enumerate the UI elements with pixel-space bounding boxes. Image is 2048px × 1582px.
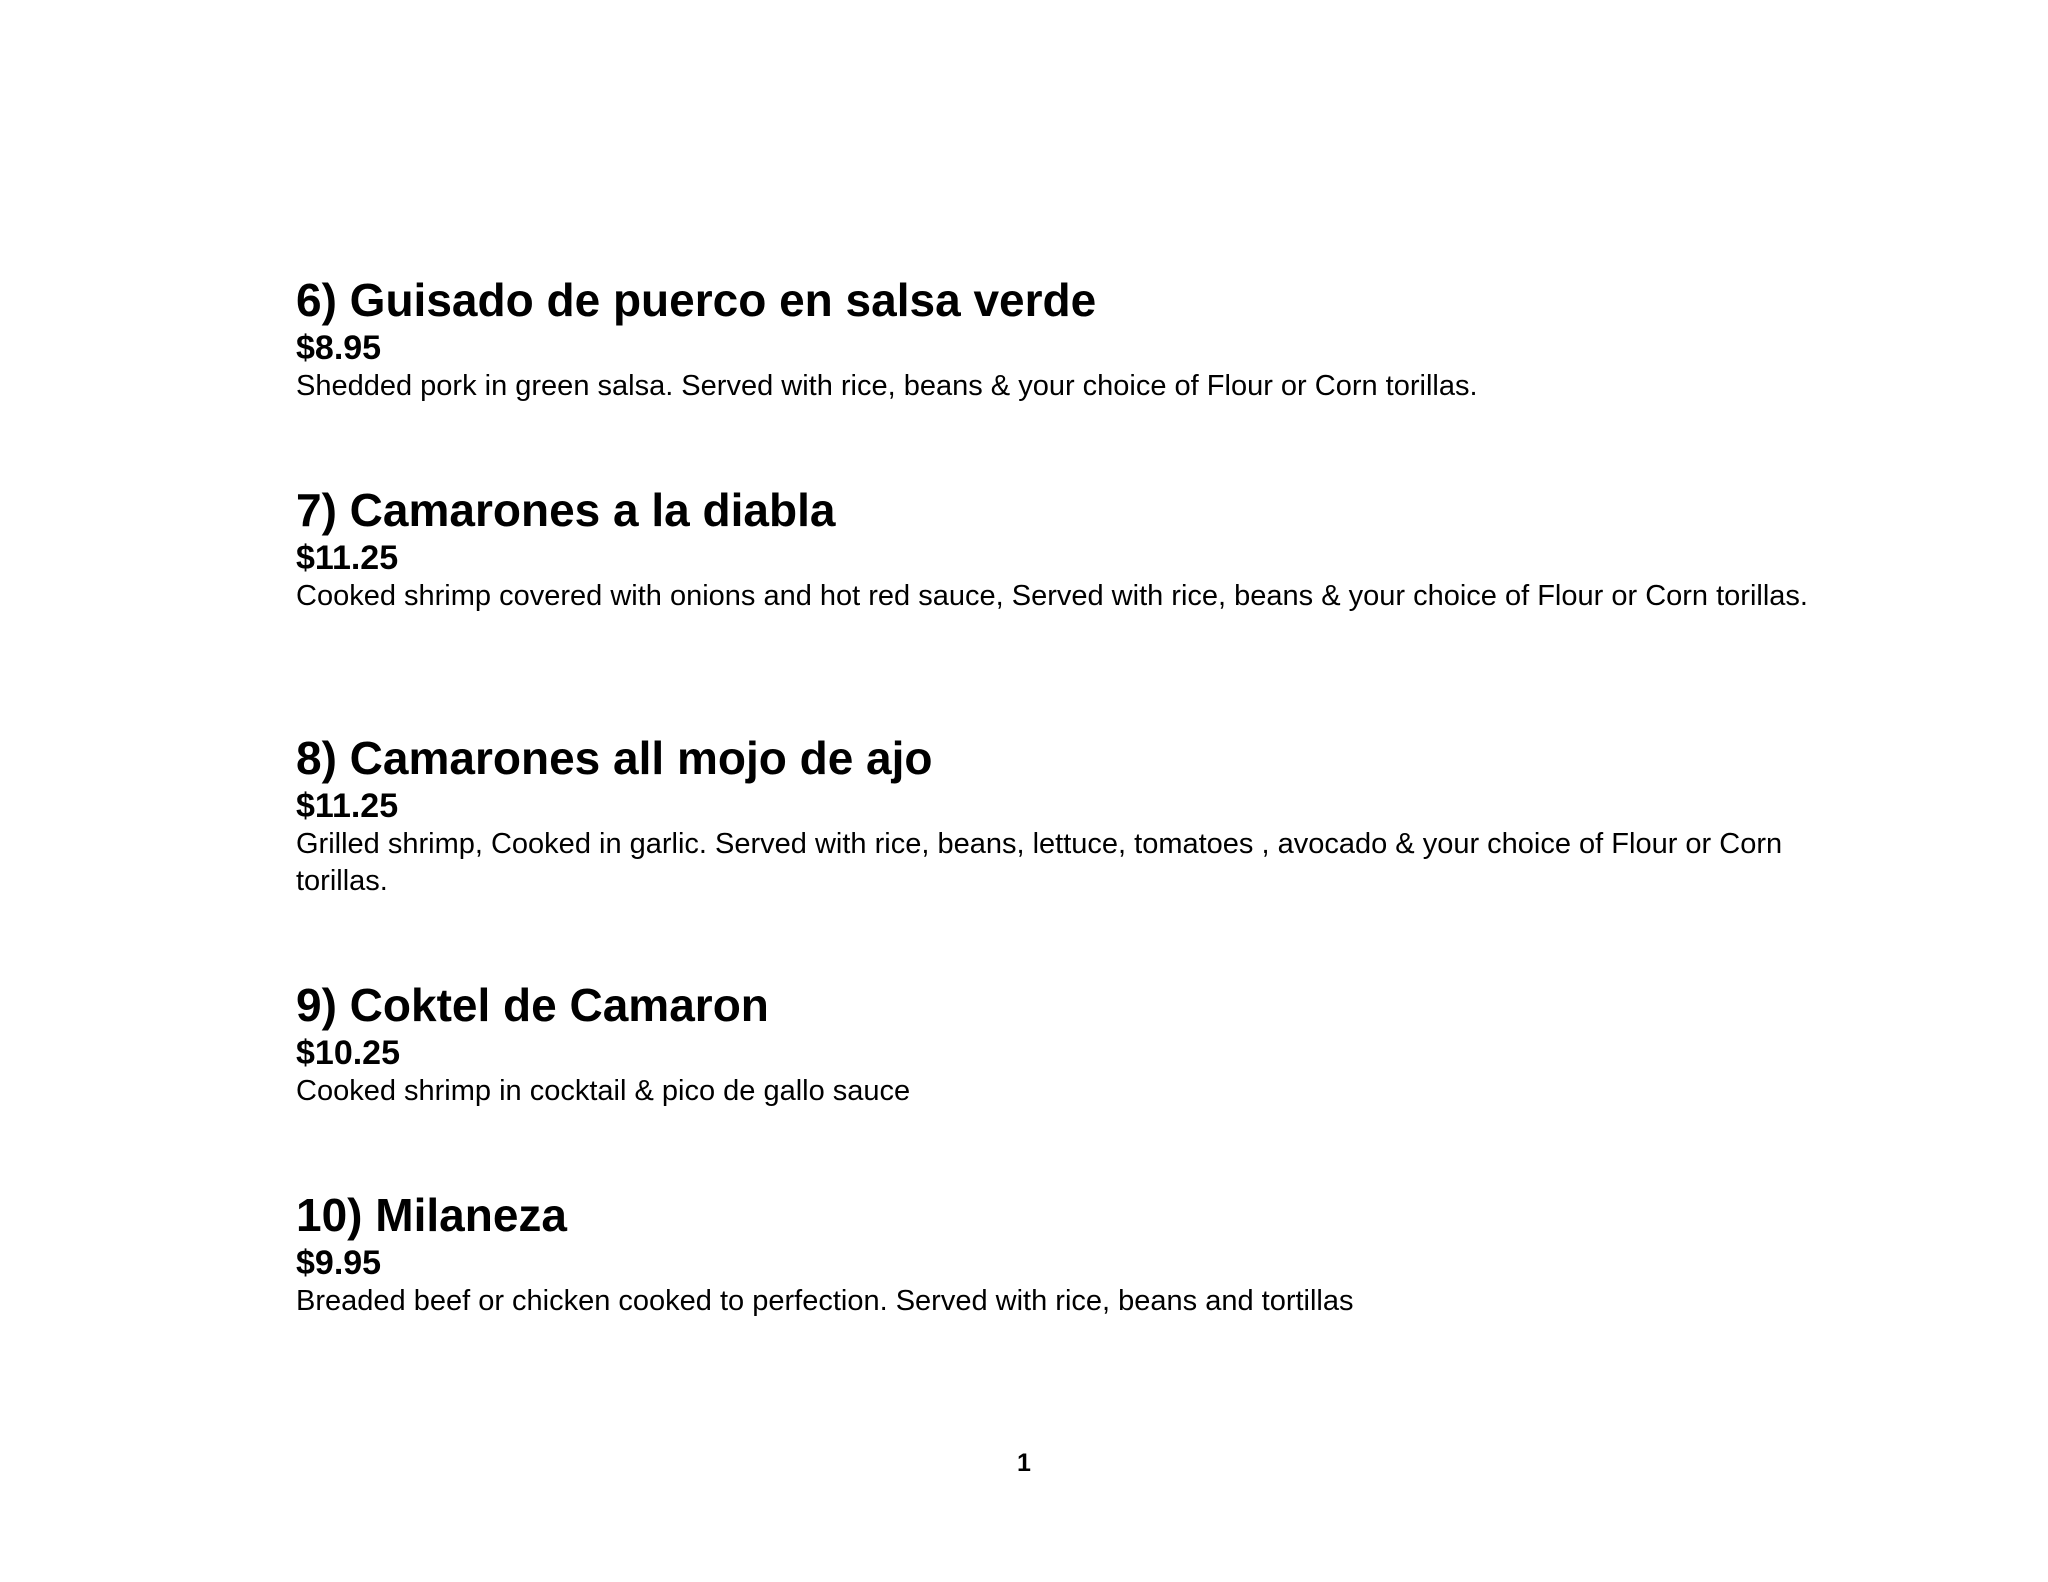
menu-item-description: Cooked shrimp in cocktail & pico de gallo sauce bbox=[296, 1075, 911, 1107]
menu-item-title: 8) Camarones all mojo de ajo bbox=[296, 732, 933, 784]
menu-item bbox=[296, 482, 1836, 615]
menu-item-price: $11.25 bbox=[296, 787, 399, 825]
menu-item-title: 10) Milaneza bbox=[296, 1189, 567, 1241]
menu-item bbox=[296, 730, 1836, 900]
menu-item-description: Breaded beef or chicken cooked to perfection. Served with rice, beans and tortillas bbox=[296, 1285, 1354, 1317]
menu-item-price: $10.25 bbox=[296, 1034, 400, 1072]
menu-item-price: $8.95 bbox=[296, 329, 382, 367]
page-number: 1 bbox=[1017, 1449, 1031, 1477]
menu-item-description: Grilled shrimp, Cooked in garlic. Served with rice, beans, lettuce, tomatoes , avocado & your choice of Flour or Corn torillas. bbox=[296, 828, 1783, 897]
menu-item-title: 6) Guisado de puerco en salsa verde bbox=[296, 274, 1097, 326]
menu-item-title: 7) Camarones a la diabla bbox=[296, 484, 836, 536]
menu-item-description: Cooked shrimp covered with onions and hot red sauce, Served with rice, beans & your choice of Flour or Corn torillas. bbox=[296, 580, 1808, 612]
menu-item bbox=[296, 977, 1836, 1110]
menu-item-description: Shedded pork in green salsa. Served with rice, beans & your choice of Flour or Corn torillas. bbox=[296, 370, 1478, 402]
menu-item-title: 9) Coktel de Camaron bbox=[296, 979, 769, 1031]
menu-item-price: $9.95 bbox=[296, 1244, 382, 1282]
menu-item bbox=[296, 272, 1836, 405]
menu-item-price: $11.25 bbox=[296, 539, 399, 577]
menu-item bbox=[296, 1187, 1836, 1320]
